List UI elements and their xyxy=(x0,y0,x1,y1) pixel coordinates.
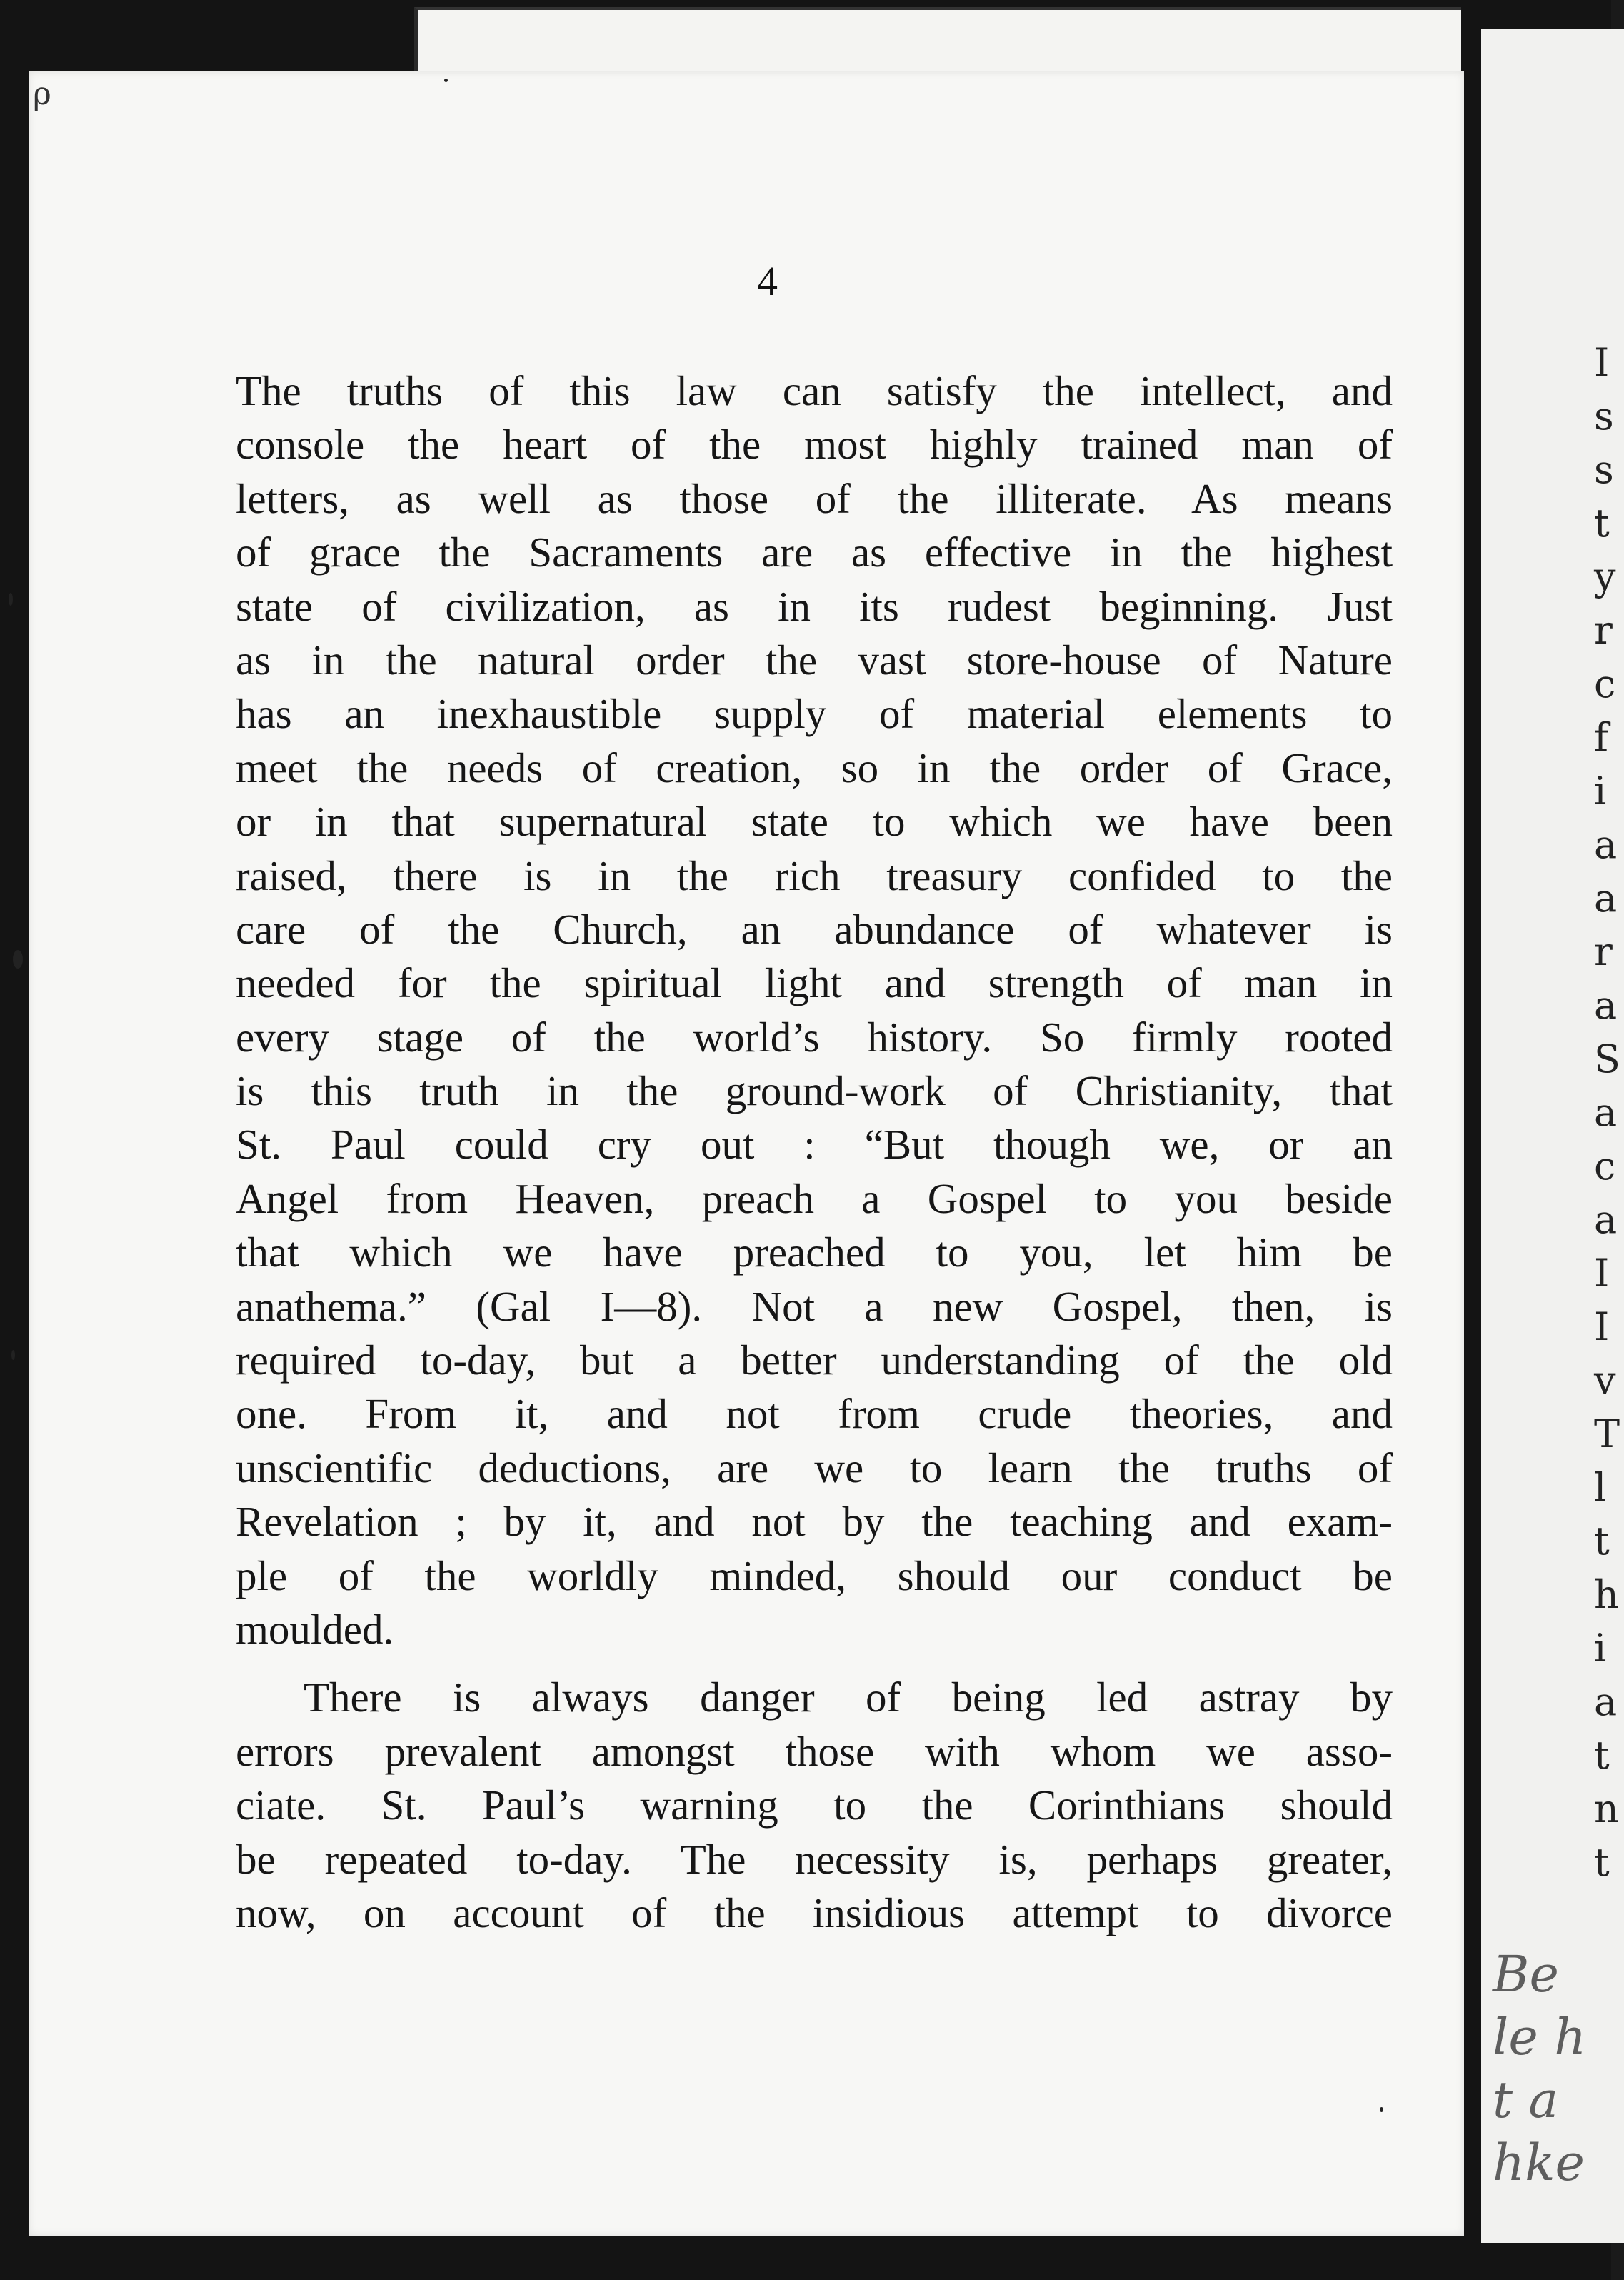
adjacent-page-letter: a xyxy=(1594,876,1618,921)
corner-mark: ρ xyxy=(33,76,51,112)
paragraph xyxy=(236,364,1393,1656)
adjacent-page-letter: y xyxy=(1594,554,1616,599)
adjacent-page-letter: r xyxy=(1594,929,1613,974)
adjacent-page-letter: c xyxy=(1594,1144,1616,1189)
page-number: 4 xyxy=(757,258,778,304)
text-line: letters, as well as those of the illiterate. As means xyxy=(236,474,1393,522)
text-line: of grace the Sacraments are as effective in the highest xyxy=(236,529,1393,576)
adjacent-page-letter: s xyxy=(1594,394,1614,439)
text-line: as in the natural order the vast store-house of Nature xyxy=(236,636,1393,684)
adjacent-page-letter: a xyxy=(1594,983,1618,1028)
text-line: The truths of this law can satisfy the intellect, and xyxy=(236,367,1393,414)
text-line: required to-day, but a better understanding of the old xyxy=(236,1336,1393,1384)
adjacent-page-letter: I xyxy=(1594,340,1610,385)
adjacent-page-letter: t xyxy=(1594,501,1610,546)
adjacent-page-letter: i xyxy=(1594,1626,1607,1671)
paragraph xyxy=(236,1671,1393,1940)
adjacent-page-letter: n xyxy=(1594,1786,1619,1831)
adjacent-page-letter: I xyxy=(1594,1304,1610,1349)
adjacent-page-letter: a xyxy=(1594,822,1618,867)
text-line: Revelation ; by it, and not by the teaching and exam- xyxy=(236,1498,1393,1546)
adjacent-page-letter: a xyxy=(1594,1679,1618,1724)
adjacent-page-letter: t xyxy=(1594,1519,1610,1564)
scan-speck xyxy=(13,950,23,969)
text-line: state of civilization, as in its rudest beginning. Just xyxy=(236,582,1393,630)
scan-speck xyxy=(444,79,448,82)
adjacent-page-letter: I xyxy=(1594,1251,1610,1296)
text-line: console the heart of the most highly trained man of xyxy=(236,421,1393,469)
text-line: meet the needs of creation, so in the order of Grace, xyxy=(236,744,1393,791)
text-line: errors prevalent amongst those with whom we asso- xyxy=(236,1727,1393,1775)
text-line: moulded. xyxy=(236,1605,394,1653)
text-line: now, on account of the insidious attempt to divorce xyxy=(236,1889,1393,1936)
adjacent-page-letter: s xyxy=(1594,447,1614,492)
adjacent-page-letter: c xyxy=(1594,661,1616,706)
adjacent-page-letter: v xyxy=(1594,1358,1616,1403)
text-line: be repeated to-day. The necessity is, perhaps greater, xyxy=(236,1835,1393,1883)
adjacent-page-letter: T xyxy=(1594,1411,1620,1456)
text-line: or in that supernatural state to which we have been xyxy=(236,798,1393,846)
scan-speck xyxy=(9,593,13,606)
text-line: There is always danger of being led astray by xyxy=(304,1674,1393,1721)
adjacent-page-letter: t xyxy=(1594,1840,1610,1885)
adjacent-page-letter: a xyxy=(1594,1090,1618,1135)
body-text xyxy=(236,364,1393,1940)
text-line: ple of the worldly minded, should our conduct be xyxy=(236,1551,1393,1599)
text-line: is this truth in the ground-work of Christianity, that xyxy=(236,1067,1393,1115)
handwriting-fragment: t a xyxy=(1493,2071,1559,2129)
text-line: raised, there is in the rich treasury confided to the xyxy=(236,851,1393,899)
text-line: one. From it, and not from crude theories, and xyxy=(236,1390,1393,1438)
adjacent-page-letter: i xyxy=(1594,769,1607,814)
adjacent-page-letter: a xyxy=(1594,1197,1618,1242)
text-line: care of the Church, an abundance of whatever is xyxy=(236,905,1393,953)
text-line: ciate. St. Paul’s warning to the Corinthians should xyxy=(236,1781,1393,1829)
book-page xyxy=(29,71,1464,2236)
text-line: St. Paul could cry out : “But though we, or an xyxy=(236,1121,1393,1169)
adjacent-page-letter: f xyxy=(1594,715,1608,760)
text-line: that which we have preached to you, let him be xyxy=(236,1229,1393,1276)
text-line: every stage of the world’s history. So firmly rooted xyxy=(236,1013,1393,1061)
adjacent-page-letter: l xyxy=(1594,1465,1607,1510)
handwriting-fragment: Be xyxy=(1493,1945,1559,2004)
scan-speck xyxy=(1380,2107,1383,2112)
adjacent-page-letters xyxy=(1594,336,1623,1889)
text-line: has an inexhaustible supply of material elements to xyxy=(236,690,1393,738)
scan-speck xyxy=(11,1350,15,1360)
adjacent-page-letter: r xyxy=(1594,608,1613,653)
handwriting-fragment: le h xyxy=(1493,2008,1587,2066)
text-line: unscientific deductions, are we to learn the truths of xyxy=(236,1444,1393,1491)
handwritten-margin-note xyxy=(1493,1943,1614,2243)
adjacent-page-letter: S xyxy=(1594,1036,1620,1081)
text-line: anathema.” (Gal I—8). Not a new Gospel, then, is xyxy=(236,1282,1393,1330)
adjacent-page-letter: t xyxy=(1594,1733,1610,1778)
handwriting-fragment: hke xyxy=(1493,2134,1585,2192)
text-line: needed for the spiritual light and strength of man in xyxy=(236,959,1393,1007)
adjacent-page-letter: h xyxy=(1594,1572,1619,1617)
text-line: Angel from Heaven, preach a Gospel to you beside xyxy=(236,1174,1393,1222)
